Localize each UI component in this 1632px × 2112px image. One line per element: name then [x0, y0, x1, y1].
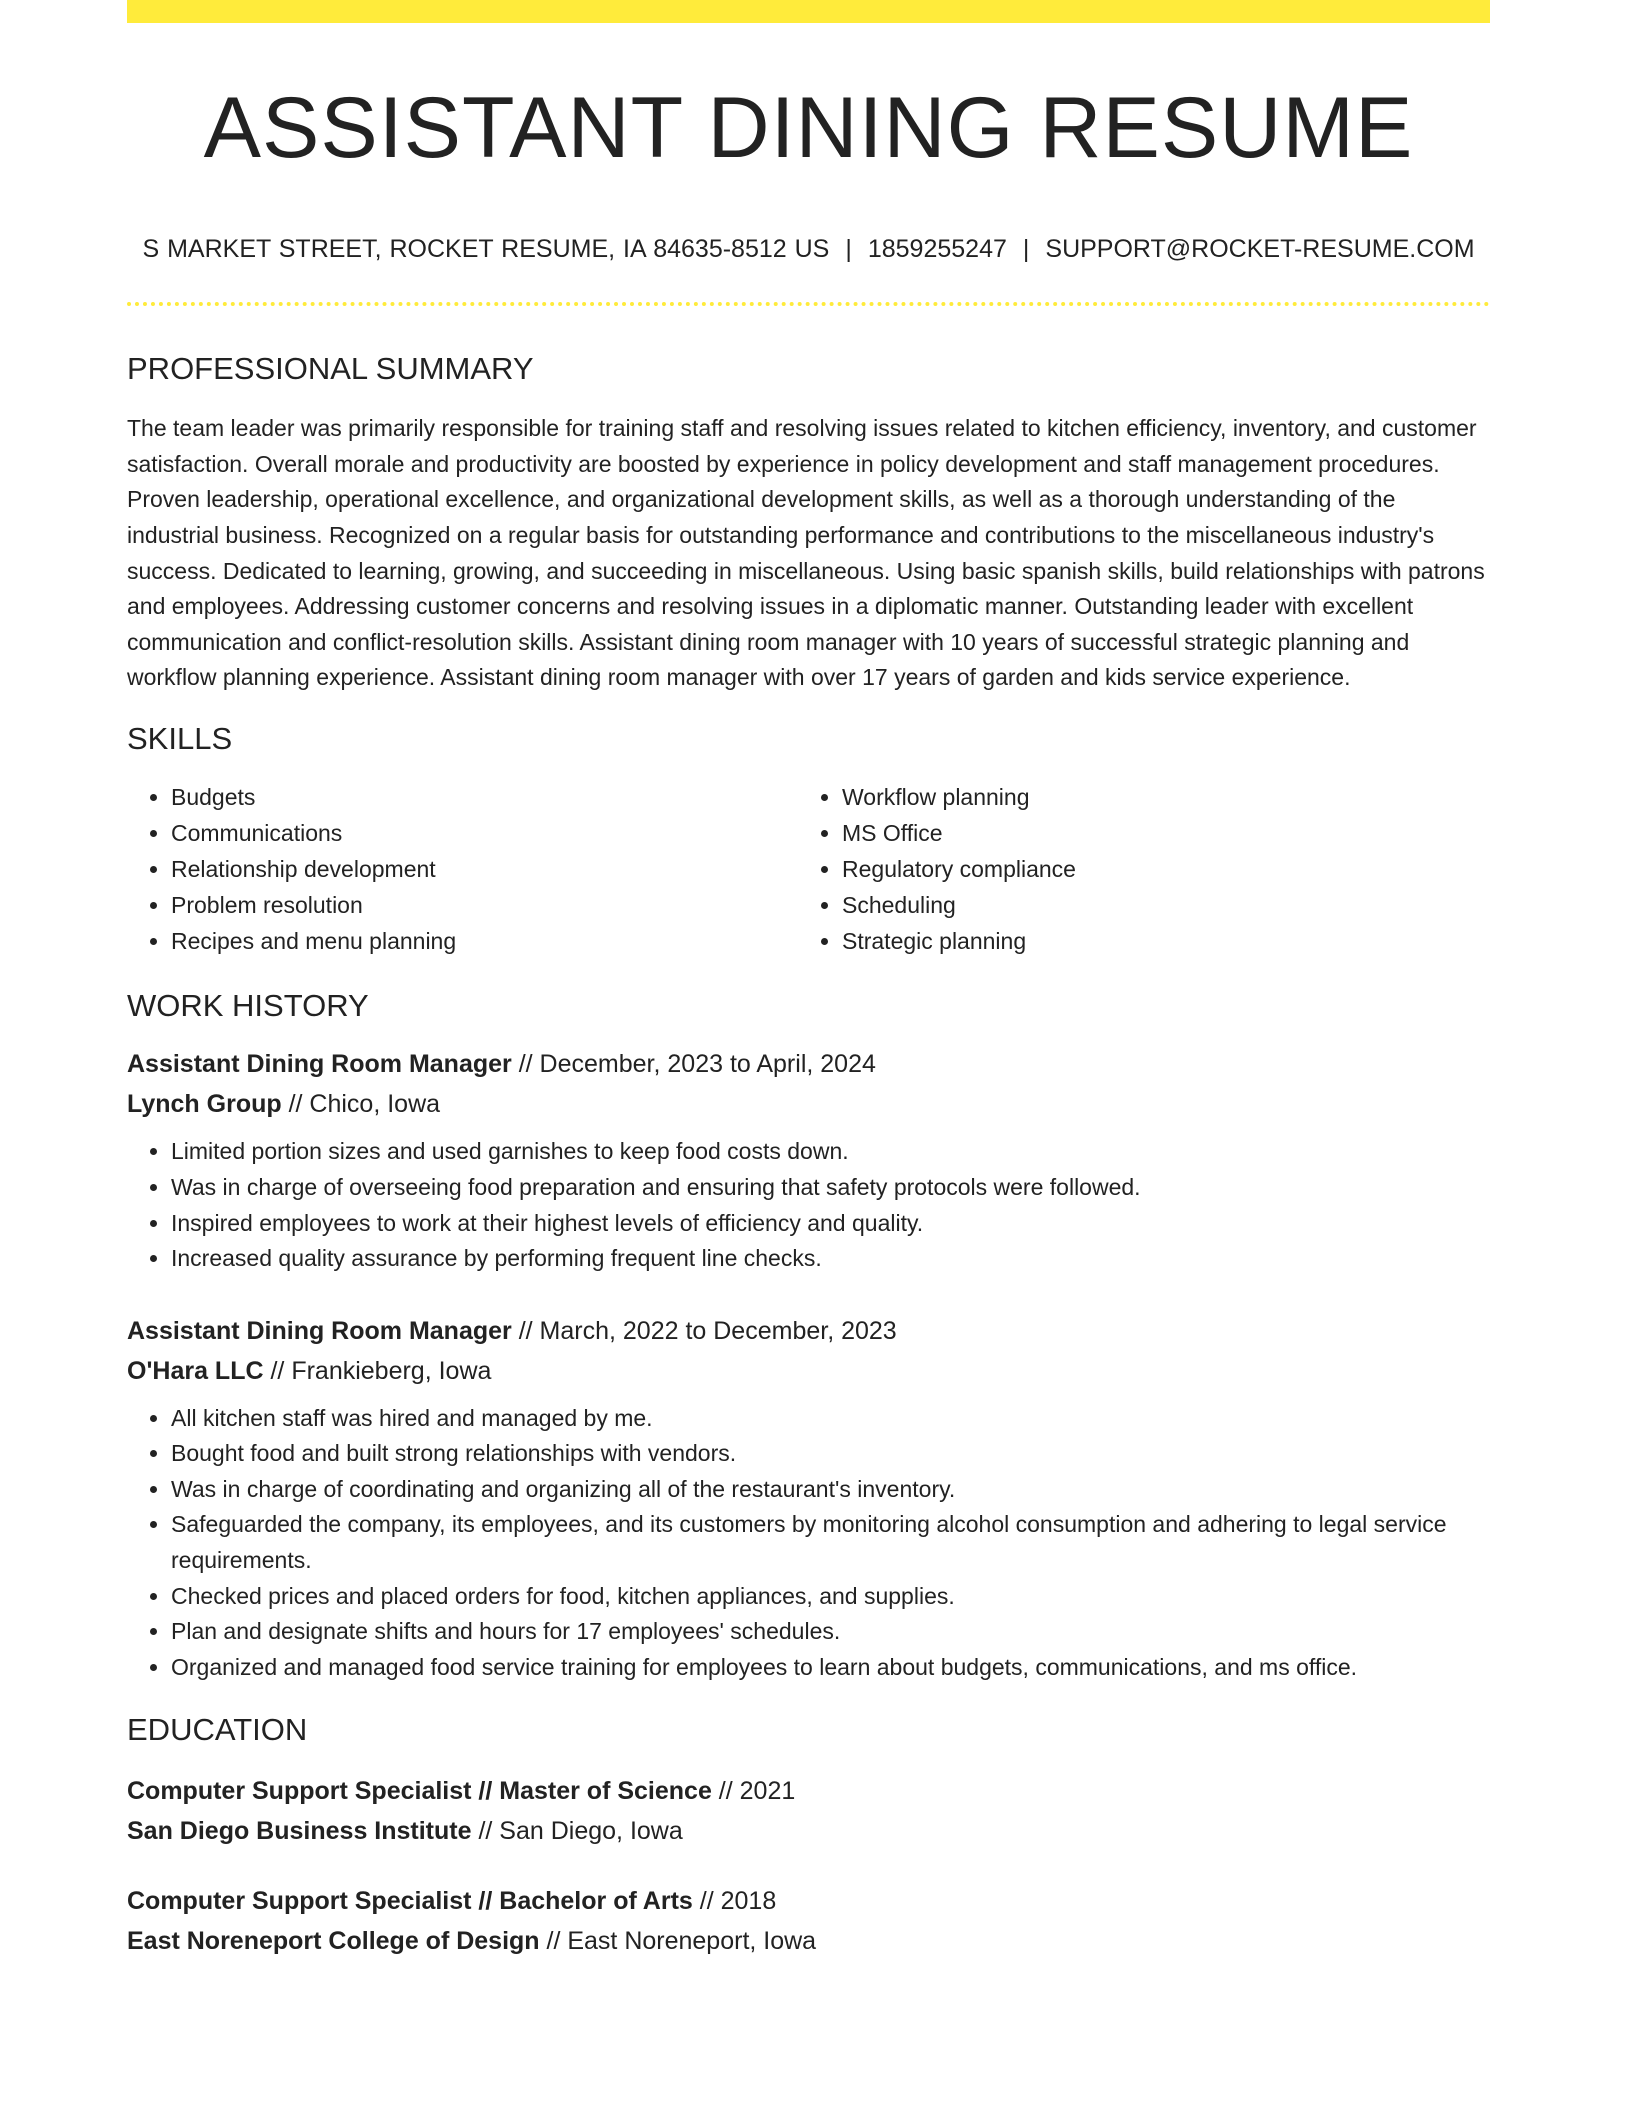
job-company-line	[127, 1351, 1490, 1391]
skills-list	[127, 779, 1490, 959]
duty-item: • Bought food and built strong relationships with vendors.	[171, 1436, 1490, 1472]
contact-phone: 1859255247	[867, 235, 1007, 263]
skills-column-left	[127, 779, 798, 959]
duty-item: • Safeguarded the company, its employees, and its customers by monitoring alcohol consumption and adhering to legal service requirements.	[171, 1507, 1490, 1578]
skill-item: • Strategic planning	[842, 923, 1469, 959]
job-duties	[127, 1401, 1490, 1686]
education-year: // 2021	[711, 1776, 796, 1805]
job-company: Lynch Group	[127, 1090, 282, 1119]
skill-item: • Workflow planning	[842, 779, 1469, 815]
duty-item: • Was in charge of overseeing food preparation and ensuring that safety protocols were followed.	[171, 1170, 1490, 1206]
education-location: // San Diego, Iowa	[471, 1816, 683, 1845]
education-location: // East Noreneport, Iowa	[539, 1926, 817, 1955]
job-company: O'Hara LLC	[127, 1356, 264, 1385]
duty-item: • Increased quality assurance by performing frequent line checks.	[171, 1241, 1490, 1277]
education-school: East Noreneport College of Design	[127, 1926, 540, 1955]
contact-separator: |	[1022, 235, 1030, 263]
duty-item: • Organized and managed food service training for employees to learn about budgets, communications, and ms office.	[171, 1650, 1490, 1686]
education-entry	[127, 1771, 1490, 1851]
education-year: // 2018	[692, 1886, 777, 1915]
skills-column-right	[798, 779, 1469, 959]
skill-item: • Scheduling	[842, 887, 1469, 923]
resume-title: ASSISTANT DINING RESUME	[203, 80, 1414, 176]
education-degree-line	[127, 1881, 1490, 1921]
top-accent-bar	[127, 0, 1490, 23]
job-dates: // December, 2023 to April, 2024	[511, 1050, 876, 1079]
education-degree: Computer Support Specialist // Bachelor of Arts	[127, 1886, 693, 1915]
skills-heading: SKILLS	[127, 720, 233, 756]
job-title-line	[127, 1311, 1490, 1351]
job-title-line	[127, 1044, 1490, 1084]
skill-item: • Relationship development	[171, 851, 798, 887]
job-entry	[127, 1311, 1490, 1686]
skill-item: • Communications	[171, 815, 798, 851]
dotted-divider	[127, 302, 1490, 306]
duty-item: • Plan and designate shifts and hours for 17 employees' schedules.	[171, 1614, 1490, 1650]
duty-item: • Limited portion sizes and used garnishes to keep food costs down.	[171, 1134, 1490, 1170]
contact-email: SUPPORT@ROCKET-RESUME.COM	[1045, 235, 1475, 263]
duty-item: • Inspired employees to work at their highest levels of efficiency and quality.	[171, 1206, 1490, 1242]
education-degree-line	[127, 1771, 1490, 1811]
job-duties	[127, 1134, 1490, 1276]
job-entry	[127, 1044, 1490, 1276]
duty-item: • Checked prices and placed orders for food, kitchen appliances, and supplies.	[171, 1579, 1490, 1615]
education-entry	[127, 1881, 1490, 1961]
summary-text: The team leader was primarily responsible for training staff and resolving issues related to kitchen efficiency, inventory, and customer satisfaction. Overall morale and productivity are boosted by experience in policy development and staff management procedures. Proven leadership, operational excellence, and organizational development skills, as well as a thorough understanding of the industrial business. Recognized on a regular basis for outstanding performance and contributions to the miscellaneous industry's success. Dedicated to learning, growing, and succeeding in miscellaneous. Using basic spanish skills, build relationships with patrons and employees. Addressing customer concerns and resolving issues in a diplomatic manner. Outstanding leader with excellent communication and conflict-resolution skills. Assistant dining room manager with 10 years of successful strategic planning and workflow planning experience. Assistant dining room manager with over 17 years of garden and kids service experience.	[127, 415, 1485, 691]
job-position: Assistant Dining Room Manager	[127, 1050, 512, 1079]
skill-item: • Regulatory compliance	[842, 851, 1469, 887]
job-position: Assistant Dining Room Manager	[127, 1316, 512, 1345]
job-dates: // March, 2022 to December, 2023	[511, 1316, 897, 1345]
job-location: // Frankieberg, Iowa	[263, 1356, 492, 1385]
skill-item: • MS Office	[842, 815, 1469, 851]
contact-separator: |	[845, 235, 852, 263]
education-school: San Diego Business Institute	[127, 1816, 472, 1845]
work-history-heading: WORK HISTORY	[127, 988, 369, 1024]
duty-item: • All kitchen staff was hired and managed by me.	[171, 1401, 1490, 1437]
job-location: // Chico, Iowa	[281, 1090, 441, 1119]
job-company-line	[127, 1084, 1490, 1124]
education-degree: Computer Support Specialist // Master of Science	[127, 1776, 712, 1805]
contact-line	[127, 234, 1490, 264]
education-school-line	[127, 1921, 1490, 1961]
duty-item: • Was in charge of coordinating and organizing all of the restaurant's inventory.	[171, 1472, 1490, 1508]
education-school-line	[127, 1811, 1490, 1851]
education-heading: EDUCATION	[127, 1712, 308, 1748]
summary-heading: PROFESSIONAL SUMMARY	[127, 351, 534, 386]
skill-item: • Recipes and menu planning	[171, 923, 798, 959]
skill-item: • Budgets	[171, 779, 798, 815]
resume-page	[127, 0, 1490, 1961]
contact-address: S MARKET STREET, ROCKET RESUME, IA 84635-8512 US	[142, 235, 830, 263]
skill-item: • Problem resolution	[171, 887, 798, 923]
